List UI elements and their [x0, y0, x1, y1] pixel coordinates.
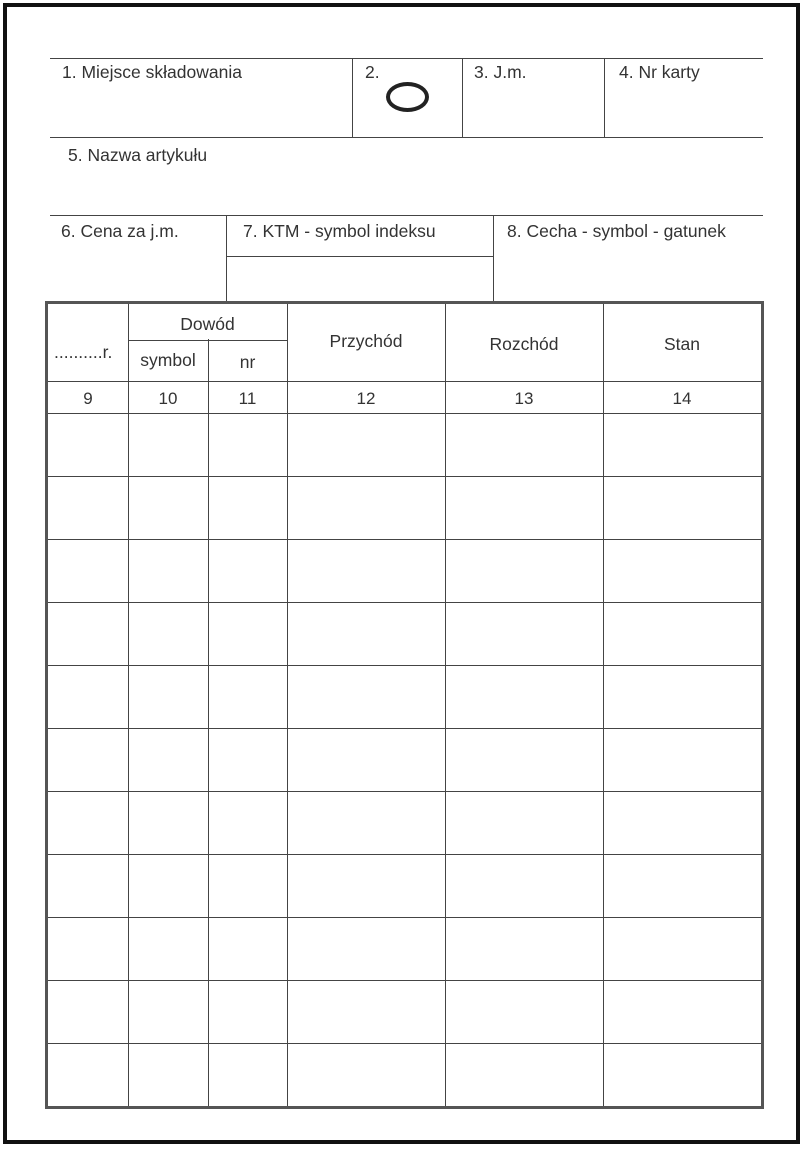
table-row[interactable] — [48, 855, 761, 917]
table-row[interactable] — [48, 414, 761, 476]
header-divider-1 — [352, 58, 353, 137]
ktm-symbol-label: 7. KTM - symbol indeksu — [243, 221, 436, 241]
header-line-top — [50, 58, 763, 59]
table-row[interactable] — [48, 1044, 761, 1106]
table-row[interactable] — [48, 666, 761, 728]
column-number: 10 — [158, 389, 178, 408]
unit-price-label: 6. Cena za j.m. — [61, 221, 179, 241]
column-number: 14 — [672, 389, 692, 408]
column-number: 9 — [83, 389, 93, 408]
header-divider-5 — [493, 215, 494, 301]
stan-header: Stan — [664, 334, 700, 354]
column-number: 11 — [238, 389, 257, 408]
table-row[interactable] — [48, 477, 761, 539]
table-row[interactable] — [48, 540, 761, 602]
header-divider-4 — [226, 215, 227, 301]
column-number: 13 — [514, 389, 534, 408]
ktm-inner-line — [226, 256, 493, 257]
header-divider-2 — [462, 58, 463, 137]
card-number-label: 4. Nr karty — [619, 62, 700, 82]
table-row[interactable] — [48, 918, 761, 980]
year-label: ..........r. — [54, 342, 113, 362]
nr-header: nr — [239, 352, 256, 372]
rozchod-header: Rozchód — [489, 334, 559, 354]
table-row[interactable] — [48, 792, 761, 854]
column-number: 12 — [356, 389, 376, 408]
table-row[interactable] — [48, 981, 761, 1043]
header-bottom-line — [48, 381, 761, 382]
table-row[interactable] — [48, 729, 761, 791]
feature-symbol-label: 8. Cecha - symbol - gatunek — [507, 221, 726, 241]
table-row[interactable] — [48, 603, 761, 665]
article-name-label: 5. Nazwa artykułu — [68, 145, 208, 165]
header-line-mid — [50, 137, 763, 138]
circle-mark — [386, 82, 429, 112]
header-line-lower — [50, 215, 763, 216]
dowod-split-line — [128, 340, 287, 341]
unit-label: 3. J.m. — [474, 62, 527, 82]
header-divider-3 — [604, 58, 605, 137]
dowod-header: Dowód — [180, 314, 235, 334]
ledger-table — [45, 301, 764, 1109]
field-2-label: 2. — [365, 62, 380, 82]
symbol-header: symbol — [140, 350, 196, 370]
przychod-header: Przychód — [329, 331, 403, 351]
storage-location-label: 1. Miejsce składowania — [62, 62, 242, 82]
